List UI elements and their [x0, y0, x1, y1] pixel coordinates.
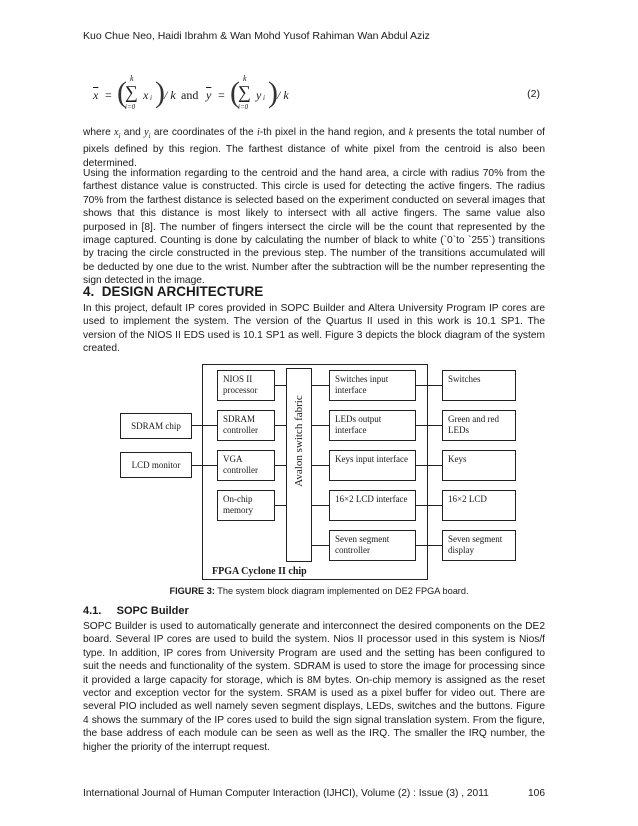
- connector: [416, 505, 442, 506]
- paragraph-where: where $x_i$ and $y_i$ are coordinates of the i-th pixel in the hand region, and k presents the total number of pixels defined by this region. The farthest distance of white pixel from the centroid is also been determined.: [83, 127, 546, 169]
- footer: [83, 788, 545, 799]
- switches-input-interface: Switches input interface: [329, 370, 416, 401]
- fpga-label: FPGA Cyclone II chip: [212, 566, 307, 577]
- sdram-controller: SDRAM controller: [217, 410, 275, 441]
- leds-output-interface: LEDs output interface: [329, 410, 416, 441]
- eq-x-sub: i: [150, 94, 152, 102]
- connector: [416, 425, 442, 426]
- eq-div-k-1: / k: [164, 88, 176, 102]
- eq-sum-1: ∑: [125, 82, 138, 102]
- eq-upper-limit-2: k: [243, 74, 247, 83]
- eq-y-bar: $\overline{y}$: [206, 88, 212, 102]
- paragraph-circle: Using the information regarding to the centroid and the hand area, a circle with radius 70% from the farthest distance value is constructed. This circle is used for detecting the active fingers. The radius 70% from the farthest distance is selected based on the experiment conducted on several images that shows that this distance is most likely to intersect with all active fingers. The same value also purposed in [8]. The number of fingers intersect the circle will be the count that represented by the image captured. Counting is done by calculating the number of black to white (`0`to `255`) transitions by tracing the circle constructed in the previous step. The number of the transitions accumulated will be deducted by one due to the wrist. Number after the subtraction will be the number representing the sign detected in the image.: [83, 168, 545, 287]
- on-chip-memory: On-chip memory: [217, 490, 275, 521]
- keys-input-interface: Keys input interface: [329, 450, 416, 481]
- eq-paren-left-2: (: [230, 76, 240, 109]
- connector: [275, 385, 286, 386]
- eq-equals-1: =: [105, 88, 112, 102]
- eq-sum-2: ∑: [238, 82, 251, 102]
- keys: Keys: [442, 450, 516, 481]
- section-heading: 4. DESIGN ARCHITECTURE: [83, 284, 264, 299]
- switches: Switches: [442, 370, 516, 401]
- connector: [275, 465, 286, 466]
- connector: [275, 425, 286, 426]
- eq-equals-2: =: [218, 88, 225, 102]
- eq-paren-left-1: (: [117, 76, 127, 109]
- connector: [312, 505, 329, 506]
- connector: [312, 545, 329, 546]
- connector: [416, 465, 442, 466]
- equation-number: (2): [527, 88, 540, 100]
- seven-segment-controller: Seven segment controller: [329, 530, 416, 561]
- lcd-16x2: 16×2 LCD: [442, 490, 516, 521]
- figure-caption: FIGURE 3: The system block diagram implemented on DE2 FPGA board.: [169, 586, 469, 596]
- eq-and-word: and: [181, 88, 199, 102]
- sdram-chip: SDRAM chip: [120, 413, 192, 439]
- nios-ii-processor: NIOS II processor: [217, 370, 275, 401]
- eq-paren-right-2: ): [268, 76, 278, 109]
- seven-segment-display: Seven segment display: [442, 530, 516, 561]
- connector: [312, 425, 329, 426]
- eq-y-sub: i: [263, 94, 265, 102]
- journal-citation: International Journal of Human Computer Interaction (IJHCI), Volume (2) : Issue (3) , 2011: [83, 788, 489, 799]
- eq-lower-limit-2: i=0: [238, 103, 249, 111]
- connector: [312, 465, 329, 466]
- eq-paren-right-1: ): [155, 76, 165, 109]
- vga-controller: VGA controller: [217, 450, 275, 481]
- eq-upper-limit-1: k: [130, 74, 134, 83]
- connector: [416, 385, 442, 386]
- connector: [275, 505, 286, 506]
- connector: [312, 385, 329, 386]
- avalon-fabric-label: Avalon switch fabric: [293, 395, 305, 487]
- eq-lower-limit-1: i=0: [125, 103, 136, 111]
- eq-y-term: y: [256, 88, 262, 102]
- lcd-monitor: LCD monitor: [120, 452, 192, 478]
- lcd-interface: 16×2 LCD interface: [329, 490, 416, 521]
- connector: [192, 465, 217, 466]
- paragraph-sopc: SOPC Builder is used to automatically generate and interconnect the desired components on the DE2 board. Several IP cores are used to build the system. Nios II processor used in this system is Nios/f type. In addition, IP cores from University Program are used and the setting has been configured to suit the needs and functionality of the system. SDRAM is used to store the image for processing since it provided a large capacity for storage, which is 8M bytes. On-chip memory is assigned as the reset vector and exception vector for the system. SRAM is used as a pixel buffer for video out. There are several PIO included as well namely seven segment displays, LEDs, switches and the buttons. Figure 4 shows the summary of the IP cores used to build the sign signal translation system. From the figure, the base address of each module can be seen as well as the IRQ. The smaller the IRQ number, the higher the priority of the interrupt request.: [83, 621, 545, 753]
- running-header: Kuo Chue Neo, Haidi Ibrahm & Wan Mohd Yusof Rahiman Wan Abdul Aziz: [83, 30, 430, 42]
- eq-div-k-2: / k: [277, 88, 289, 102]
- eq-x-bar: $\overline{x}$: [93, 88, 99, 102]
- connector: [416, 545, 442, 546]
- subsection-heading: 4.1. SOPC Builder: [83, 605, 189, 617]
- eq-x-term: x: [143, 88, 149, 102]
- paragraph-design: In this project, default IP cores provided in SOPC Builder and Altera University Program IP cores are used to implement the system. The version of the Quartus II used in this work is 10.1 SP1. The version of the NIOS II EDS used is 10.1 SP1 as well. Figure 3 depicts the block diagram of the system created.: [83, 303, 545, 355]
- green-red-leds: Green and red LEDs: [442, 410, 516, 441]
- connector: [192, 425, 217, 426]
- page-number: 106: [528, 788, 545, 799]
